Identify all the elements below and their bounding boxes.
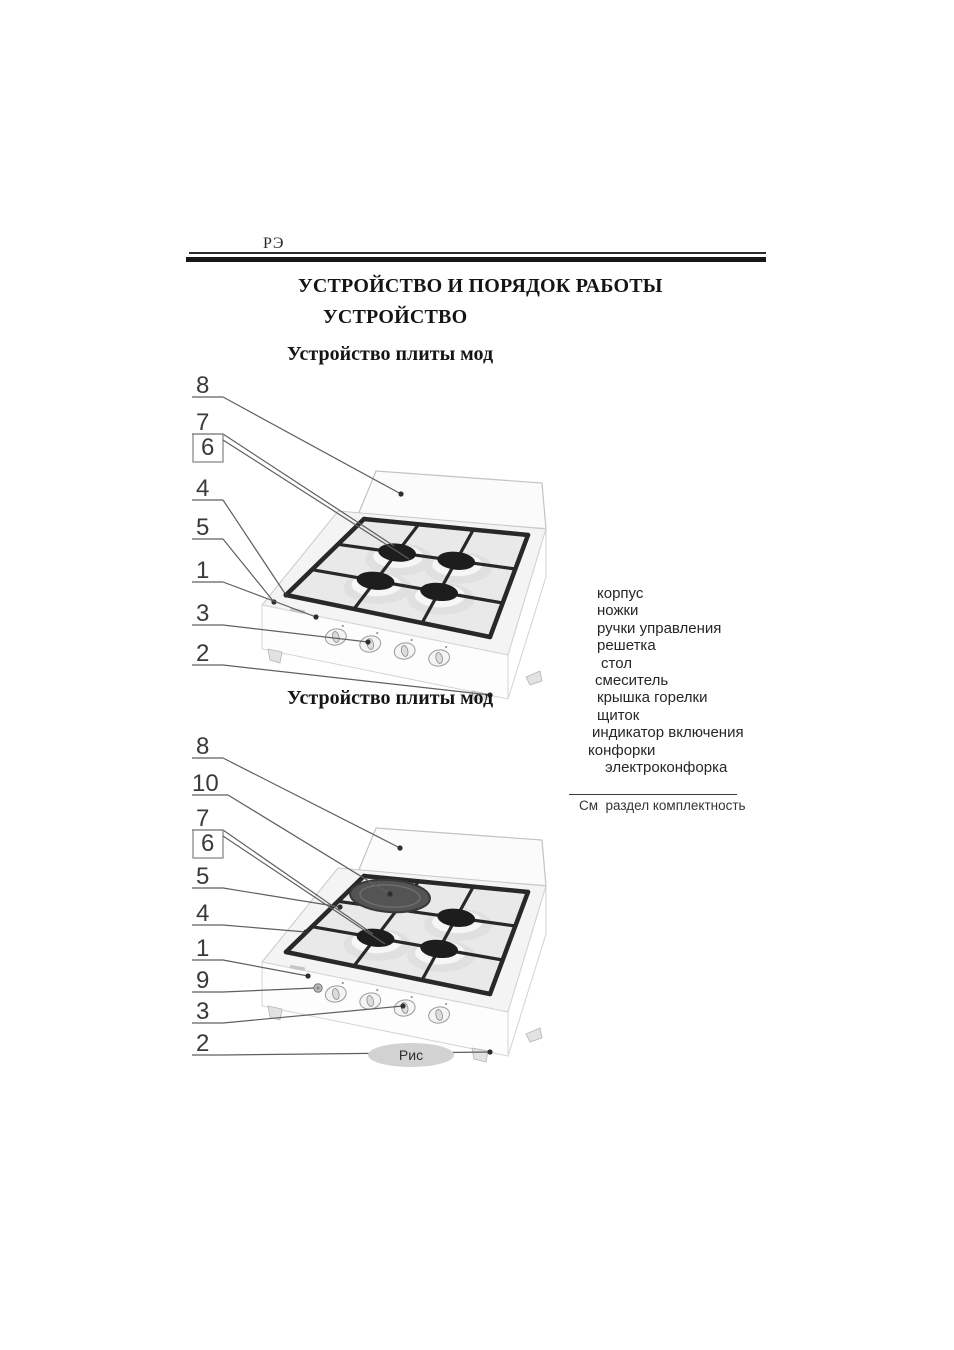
leader-dot bbox=[398, 491, 403, 496]
callout-7 bbox=[192, 409, 394, 546]
leader-dot bbox=[305, 973, 310, 978]
callout-number: 4 bbox=[196, 475, 210, 502]
figure1-heading: Устройство плиты мод bbox=[287, 343, 494, 365]
leader-dot bbox=[313, 614, 318, 619]
parts-list-item: крышка горелки bbox=[597, 689, 708, 707]
stove-diagram-2 bbox=[190, 722, 570, 1067]
leader-dot bbox=[387, 891, 392, 896]
leader-dot bbox=[487, 1049, 492, 1054]
callout-number: 8 bbox=[196, 733, 210, 760]
knob-mark bbox=[411, 996, 413, 998]
page-title: УСТРОЙСТВО И ПОРЯДОК РАБОТЫ bbox=[298, 275, 663, 297]
parts-list-item: щиток bbox=[597, 706, 640, 724]
parts-list-item: индикатор включения bbox=[592, 724, 744, 742]
leader-dot bbox=[365, 639, 370, 644]
callout-number: 1 bbox=[196, 935, 210, 962]
footnote-rule bbox=[569, 794, 737, 795]
knob-mark bbox=[342, 625, 344, 627]
callout-number: 10 bbox=[192, 770, 219, 797]
callout-number: 1 bbox=[196, 557, 210, 584]
doc-code: РЭ bbox=[263, 235, 285, 252]
figure-caption: Рис bbox=[398, 1047, 424, 1063]
leader-dot bbox=[303, 929, 308, 934]
callout-number: 4 bbox=[196, 900, 210, 927]
callout-number: 7 bbox=[196, 805, 210, 832]
callout-number: 6 bbox=[201, 434, 215, 461]
knob-mark bbox=[376, 989, 378, 991]
indicator-lamp-dot bbox=[317, 987, 320, 990]
parts-list-item: ножки bbox=[597, 602, 639, 620]
footnote: См раздел комплектность bbox=[579, 798, 746, 813]
callout-number: 5 bbox=[196, 514, 210, 541]
figure-caption-oval bbox=[368, 1043, 454, 1067]
callout-number: 2 bbox=[196, 1030, 210, 1057]
leader-line bbox=[223, 539, 274, 602]
header-rule-thick bbox=[186, 257, 766, 262]
stove-leg bbox=[526, 1028, 542, 1042]
parts-list-item: смеситель bbox=[595, 672, 669, 690]
figure2-heading: Устройство плиты мод bbox=[287, 687, 494, 709]
leader-line bbox=[223, 500, 286, 595]
leader-dot bbox=[337, 904, 342, 909]
leader-dot bbox=[397, 845, 402, 850]
stove-diagram-1 bbox=[190, 365, 570, 700]
knob-mark bbox=[445, 1003, 447, 1005]
callout-number: 8 bbox=[196, 372, 210, 399]
leader-line bbox=[223, 758, 400, 848]
callout-number: 3 bbox=[196, 600, 210, 627]
knob-mark bbox=[342, 982, 344, 984]
leader-dot bbox=[283, 592, 288, 597]
knob-mark bbox=[445, 646, 447, 648]
parts-list-item: ручки управления bbox=[597, 619, 722, 637]
callout-number: 7 bbox=[196, 409, 210, 436]
parts-list-item: конфорки bbox=[588, 741, 656, 759]
parts-list bbox=[588, 585, 744, 776]
parts-list-item: стол bbox=[601, 654, 632, 672]
knob-mark bbox=[411, 639, 413, 641]
leader-line bbox=[223, 397, 401, 494]
callout-number: 3 bbox=[196, 998, 210, 1025]
callout-number: 6 bbox=[201, 830, 215, 857]
leader-line bbox=[228, 795, 390, 894]
parts-list-item: решетка bbox=[597, 637, 656, 655]
page-subtitle: УСТРОЙСТВО bbox=[323, 306, 468, 328]
header-rule-thin bbox=[189, 252, 766, 254]
parts-list-item: электроконфорка bbox=[605, 759, 728, 777]
knob-mark bbox=[376, 632, 378, 634]
stove-leg bbox=[526, 671, 542, 685]
callout-number: 9 bbox=[196, 967, 210, 994]
callout-number: 5 bbox=[196, 863, 210, 890]
parts-list-item: корпус bbox=[597, 585, 644, 602]
leader-dot bbox=[400, 1003, 405, 1008]
callout-number: 2 bbox=[196, 640, 210, 667]
